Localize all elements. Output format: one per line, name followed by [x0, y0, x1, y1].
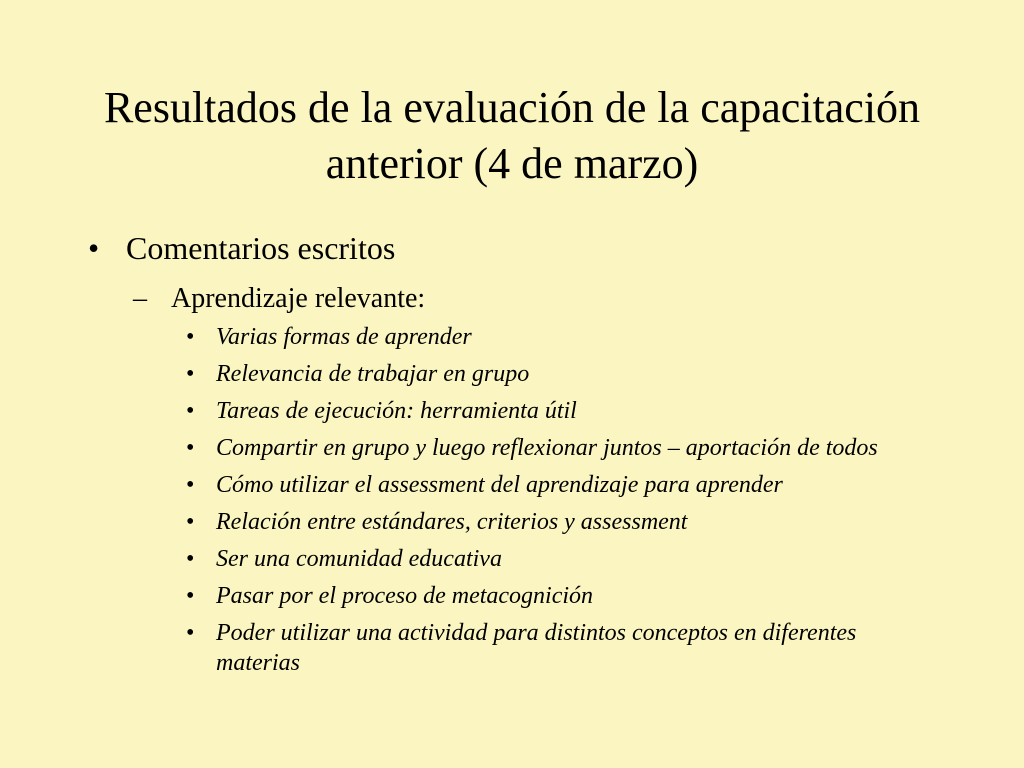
list-item [186, 322, 946, 352]
bullet-text: Comentarios escritos [126, 230, 396, 266]
list-item [186, 507, 946, 537]
bullet-icon: • [186, 620, 195, 646]
slide-title: Resultados de la evaluación de la capacitación anterior (4 de marzo) [103, 83, 921, 188]
list-item [186, 359, 946, 389]
bullet-icon: • [186, 398, 195, 424]
list-item-text: Compartir en grupo y luego reflexionar juntos – aportación de todos [216, 435, 878, 461]
bullet-icon: • [186, 324, 195, 350]
list-item-text: Pasar por el proceso de metacognición [216, 583, 594, 609]
bullet-icon: • [186, 546, 195, 572]
list-item [186, 618, 946, 678]
bullet-icon: • [186, 435, 195, 461]
list-item-text: Relevancia de trabajar en grupo [216, 361, 530, 387]
sub-bullet-text: Aprendizaje relevante: [171, 283, 426, 314]
list-item-text: Ser una comunidad educativa [216, 546, 502, 572]
bullet-icon: • [186, 583, 195, 609]
list-item-text: Tareas de ejecución: herramienta útil [216, 398, 577, 424]
list-item [186, 433, 946, 463]
list-item-text: Poder utilizar una actividad para distintos conceptos en diferentes materias [216, 620, 857, 676]
list-item-text: Cómo utilizar el assessment del aprendizaje para aprender [216, 472, 783, 498]
bullet-icon: • [88, 230, 100, 266]
list-item [186, 581, 946, 611]
list-item [186, 396, 946, 426]
list-item [186, 470, 946, 500]
list-item-text: Varias formas de aprender [216, 324, 472, 350]
list-item [186, 544, 946, 574]
list-item-text: Relación entre estándares, criterios y assessment [216, 509, 688, 535]
bullet-icon: • [186, 509, 195, 535]
dash-icon: – [133, 283, 147, 314]
bullet-icon: • [186, 361, 195, 387]
bullet-icon: • [186, 472, 195, 498]
item-list [186, 322, 946, 685]
